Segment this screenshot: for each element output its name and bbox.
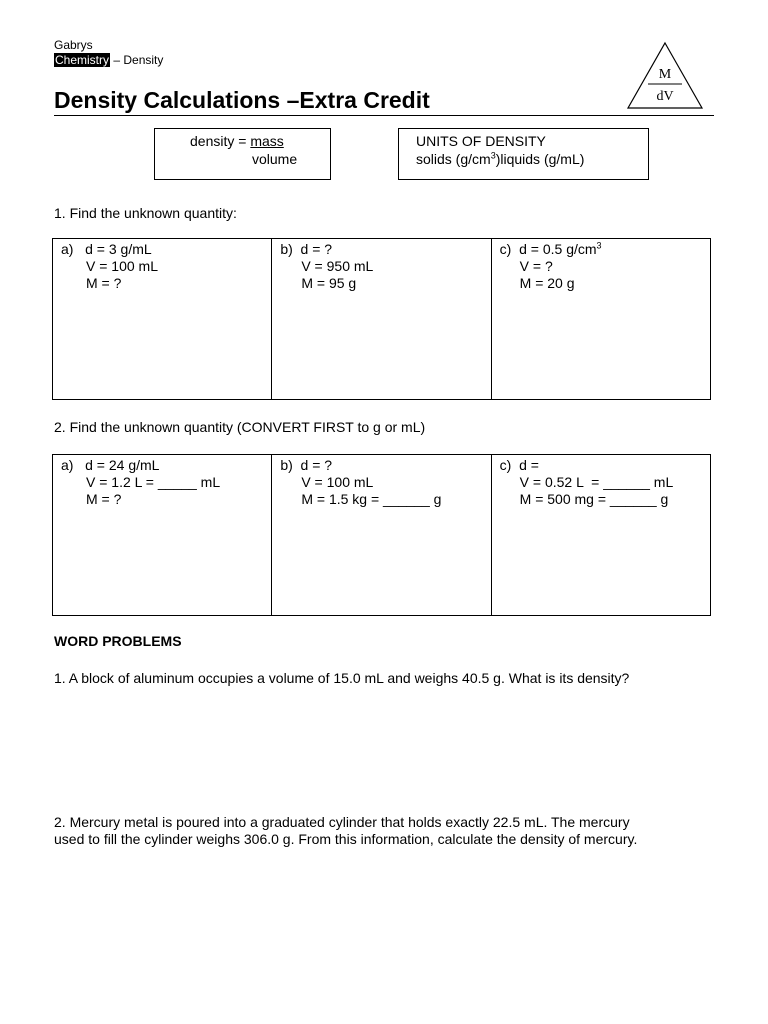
subject-highlight: Chemistry xyxy=(55,53,110,67)
triangle-bottom-label: dV xyxy=(656,89,674,104)
formula-box xyxy=(154,128,331,180)
word-problem-2-line1: 2. Mercury metal is poured into a graduated cylinder that holds exactly 22.5 mL. The mercury xyxy=(54,814,630,830)
title-rule xyxy=(54,115,714,116)
author-name: Gabrys xyxy=(54,38,93,52)
units-heading: UNITS OF DENSITY xyxy=(416,133,546,149)
word-problem-2-line2: used to fill the cylinder weighs 306.0 g. From this information, calculate the density of mercury. xyxy=(54,831,638,847)
section1-prompt: 1. Find the unknown quantity: xyxy=(54,205,237,221)
section2-prompt: 2. Find the unknown quantity (CONVERT FIRST to g or mL) xyxy=(54,419,426,435)
section2-cell-b: b) d = ? V = 100 mL M = 1.5 kg = ______ g xyxy=(272,455,491,615)
page-title: Density Calculations –Extra Credit xyxy=(54,87,430,113)
units-line: solids $(g/cm^3)liquids$ (g/mL) xyxy=(416,150,585,167)
section2-cell-c: c) d = V = 0.52 L = ______ mL M = 500 mg = ______ g xyxy=(499,457,674,507)
formula-numerator: mass xyxy=(250,133,284,149)
course-line xyxy=(54,53,163,67)
triangle-top-label: M xyxy=(658,67,672,82)
density-triangle-icon xyxy=(624,40,706,112)
word-problem-1: 1. A block of aluminum occupies a volume of 15.0 mL and weighs 40.5 g. What is its density? xyxy=(54,670,630,686)
section1-table xyxy=(52,238,711,400)
units-box xyxy=(398,128,649,180)
section2-table xyxy=(52,454,711,616)
section1-cell-a: a) d = 3 g/mL V = 100 mL M = ? xyxy=(53,239,272,399)
word-problems-heading: WORD PROBLEMS xyxy=(54,633,182,649)
section1-cell-b: b) d = ? V = 950 mL M = 95 g xyxy=(272,239,491,399)
section2-cell-a: a) d = 24 g/mL V = 1.2 L = _____ mL M = ? xyxy=(53,455,272,615)
section1-cell-c: c) d = 0.5 $g/cm^3$ V = ? M = 20 g xyxy=(499,240,602,291)
formula-prefix: density = xyxy=(190,133,251,149)
topic-label: – Density xyxy=(113,53,164,67)
formula-denominator: volume xyxy=(252,151,298,167)
